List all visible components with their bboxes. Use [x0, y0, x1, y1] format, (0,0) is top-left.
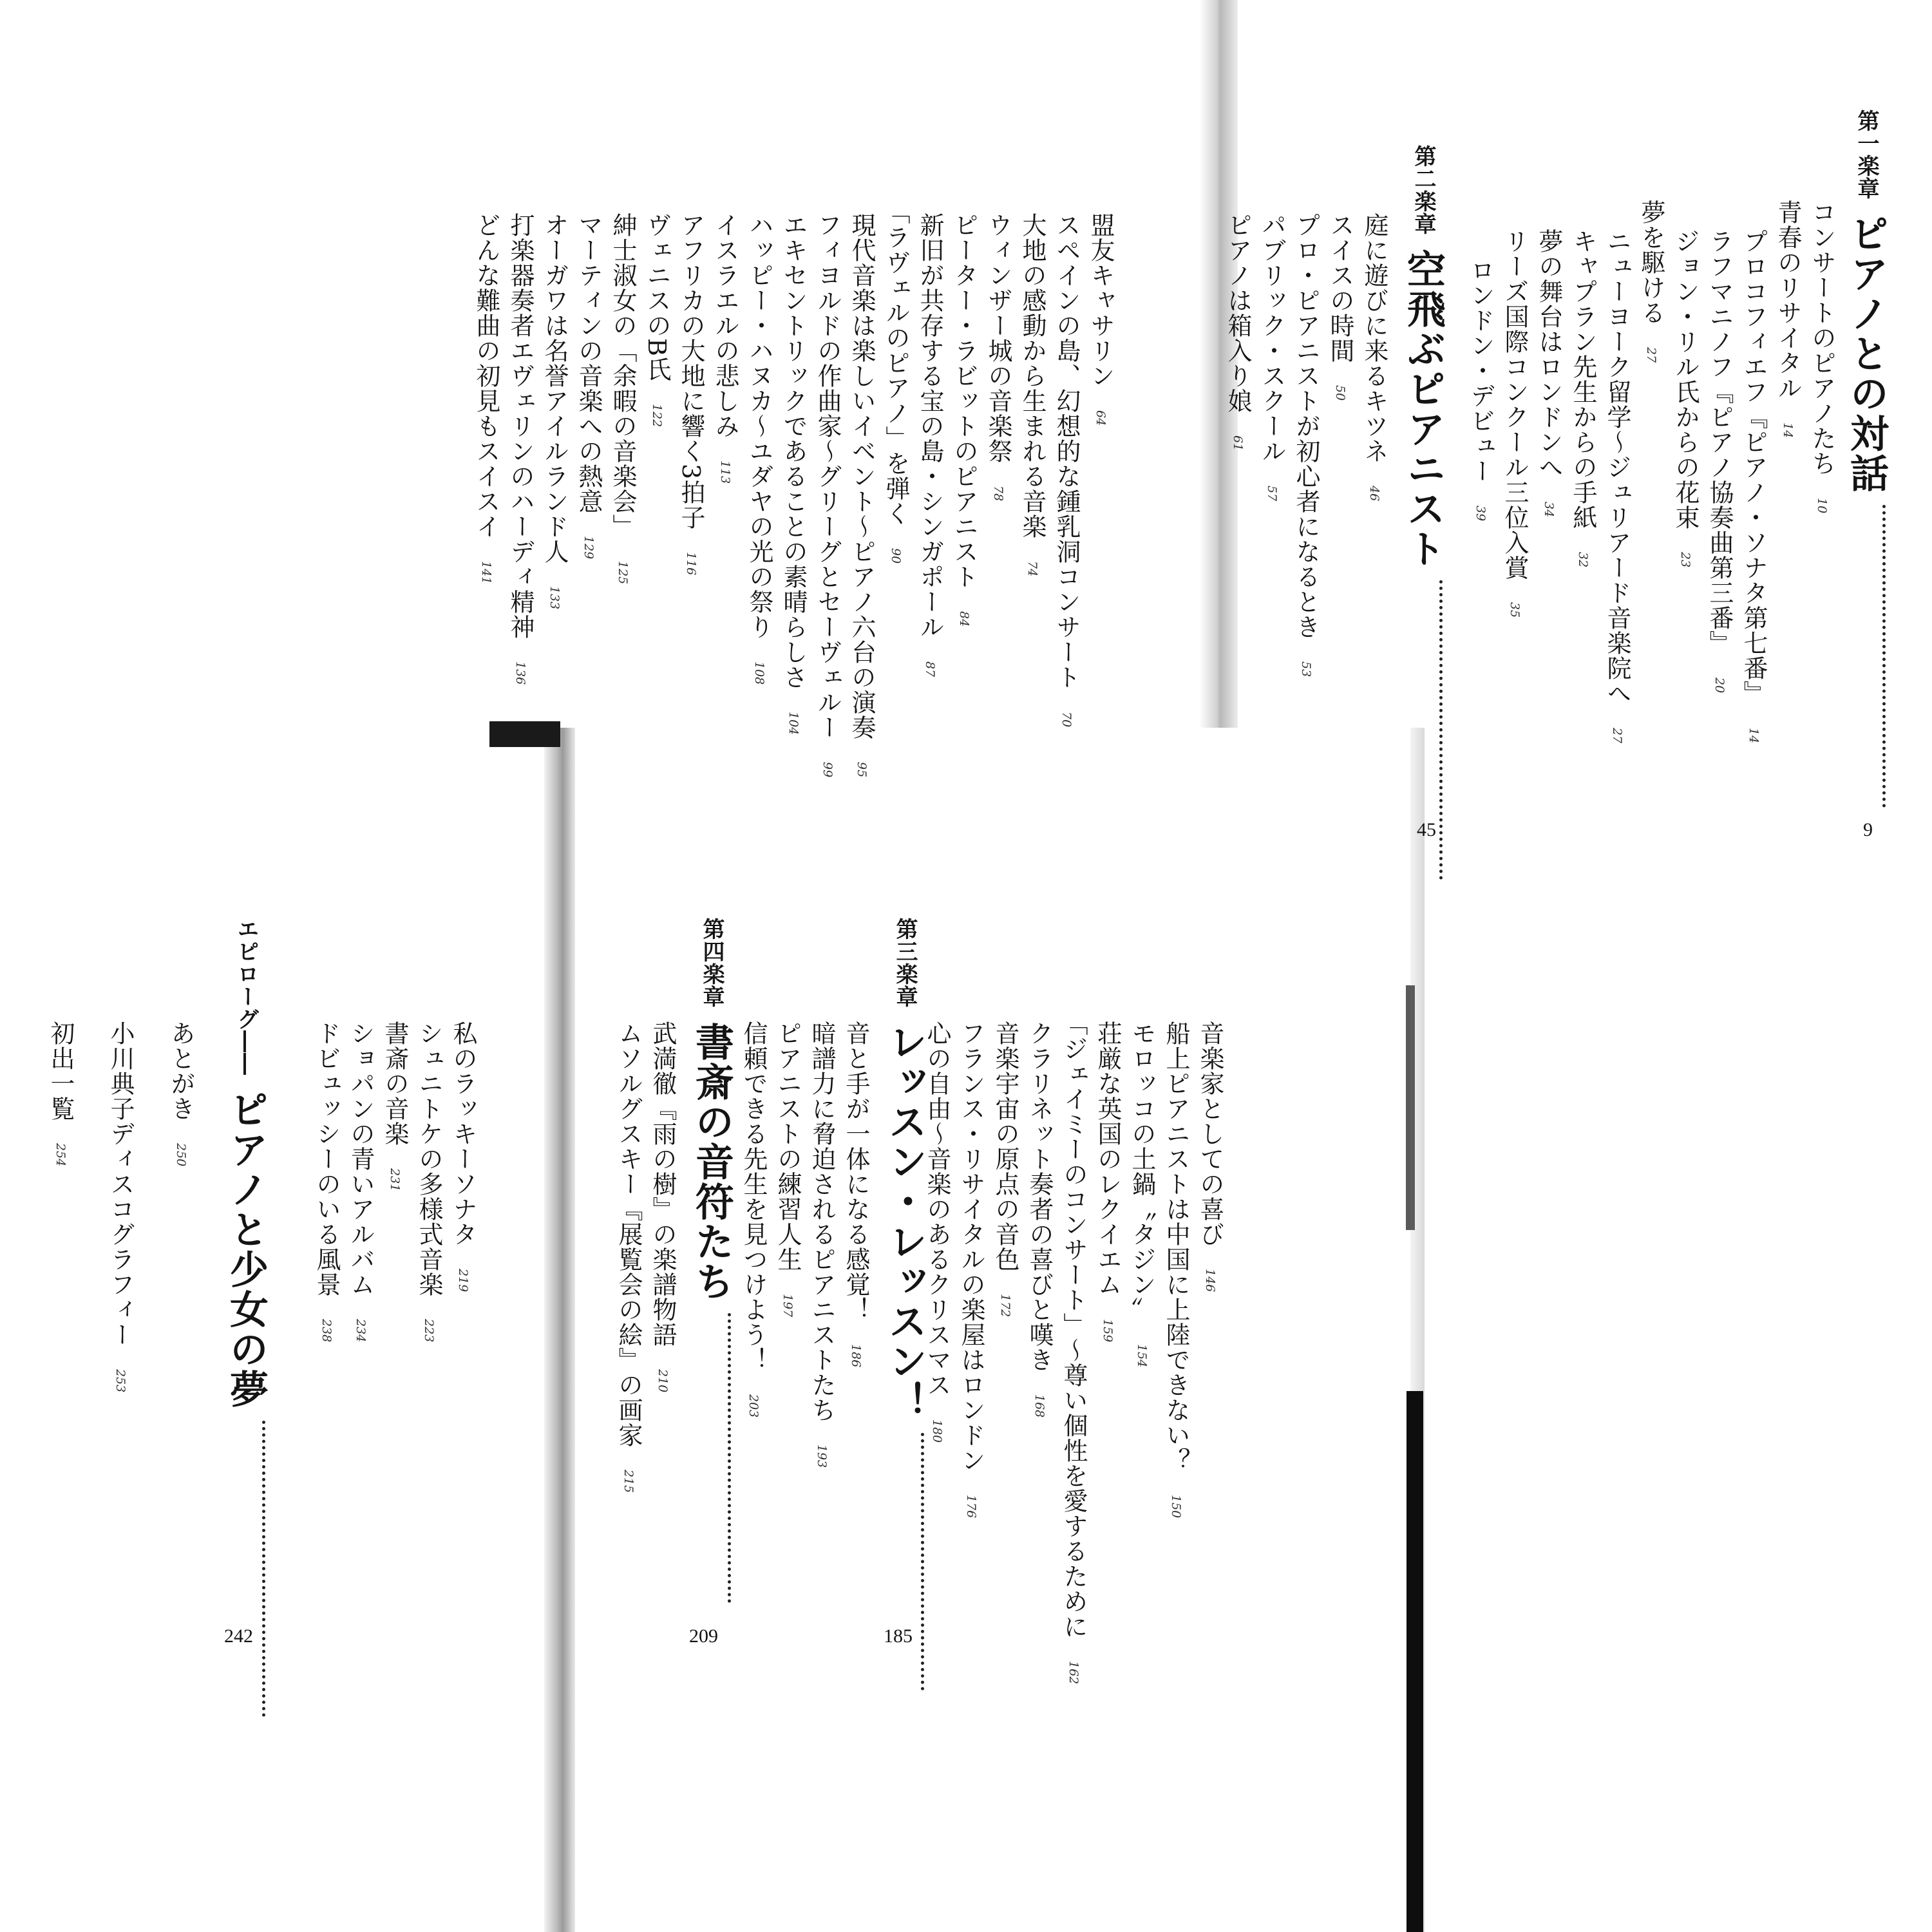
toc-entry[interactable]: ピーター・ラビットのピアニスト84: [950, 213, 978, 627]
spine-strip: [1406, 1391, 1423, 1932]
toc-entry[interactable]: 荘厳な英国のレクイエム159: [1094, 1021, 1122, 1343]
toc-entry[interactable]: ショパンの青いアルバム234: [346, 1021, 375, 1343]
toc-entry[interactable]: アフリカの大地に響く3拍子116: [677, 213, 705, 576]
chapter-label: 第二楽章: [1410, 145, 1436, 235]
toc-entry[interactable]: ドビュッシーのいる風景238: [312, 1021, 341, 1343]
chapter-3-heading: [882, 918, 927, 1690]
chapter-title: レッスン・レッスン！: [882, 1022, 927, 1421]
chapter-label: 第三楽章: [892, 918, 918, 1008]
chapter-4-heading: [689, 918, 734, 1603]
chapter-1-heading: [1844, 109, 1889, 808]
toc-entry[interactable]: プロ・ピアニストが初心者になるとき53: [1292, 213, 1320, 677]
bottom-gutter-shadow: [544, 728, 575, 1932]
chapter-label: エピローグ――: [233, 918, 259, 1075]
toc-entry[interactable]: どんな難曲の初見もスイスイ141: [472, 213, 500, 585]
toc-entry[interactable]: 書斎の音楽231: [381, 1021, 409, 1192]
toc-entry[interactable]: マーティンの音楽への熱意129: [574, 213, 603, 560]
leader-dots: [1882, 505, 1886, 808]
leader-dots: [921, 1433, 924, 1690]
chapter-2-heading: [1401, 145, 1446, 880]
toc-entry[interactable]: ヴェニスのB氏122: [643, 213, 671, 428]
toc-entry[interactable]: 現代音楽は楽しいイベント〜ピアノ六台の演奏95: [848, 213, 876, 778]
toc-entry[interactable]: 音楽宇宙の原点の音色172: [991, 1021, 1019, 1318]
toc-entry[interactable]: 「ジェイミーのコンサート」〜尊い個性を愛するために162: [1059, 1011, 1088, 1685]
toc-entry[interactable]: プロコフィエフ『ピアノ・ソナタ第七番』14: [1739, 229, 1768, 744]
chapter-2-page: 45: [1417, 819, 1436, 840]
epilogue-heading: [223, 918, 269, 1717]
leader-dots: [1439, 580, 1443, 880]
toc-entry[interactable]: 打楽器奏者エヴェリンのハーディ精神136: [506, 213, 535, 685]
toc-entry[interactable]: コンサートのピアノたち10: [1808, 200, 1836, 514]
chapter-title: ピアノとの対話: [1844, 214, 1889, 493]
toc-entry[interactable]: あとがき250: [167, 1021, 195, 1167]
toc-entry[interactable]: キャプラン先生からの手紙32: [1569, 229, 1597, 568]
chapter-title: 書斎の音符たち: [689, 1022, 734, 1302]
toc-entry[interactable]: 夢を駆ける27: [1637, 200, 1665, 363]
toc-entry[interactable]: モロッコの土鍋〝タジン〟154: [1128, 1021, 1156, 1368]
page-edge-shadow: [489, 721, 560, 747]
toc-entry[interactable]: ピアノは箱入り娘61: [1224, 213, 1252, 451]
toc-entry[interactable]: オーガワは名誉アイルランド人133: [540, 213, 569, 610]
chapter-label: 第一楽章: [1853, 109, 1879, 200]
leader-dots: [728, 1313, 731, 1603]
toc-entry[interactable]: 暗譜力に脅迫されるピアニストたち193: [808, 1021, 836, 1468]
epilogue-page: 242: [224, 1625, 253, 1647]
toc-entry[interactable]: 大地の感動から生まれる音楽74: [1018, 213, 1046, 577]
toc-entry[interactable]: ニューヨーク留学〜ジュリアード音楽院へ27: [1603, 229, 1631, 744]
chapter-title: 空飛ぶピアニスト: [1401, 249, 1446, 569]
toc-entry[interactable]: ウィンザー城の音楽祭78: [984, 213, 1012, 502]
toc-entry[interactable]: 紳士淑女の「余暇の音楽会」125: [609, 213, 637, 585]
toc-entry[interactable]: ラフマニノフ『ピアノ協奏曲第三番』20: [1705, 229, 1734, 694]
toc-entry[interactable]: 信頼できる先生を見つけよう！203: [739, 1021, 768, 1418]
toc-entry[interactable]: リーズ国際コンクール三位入賞35: [1501, 229, 1529, 618]
toc-entry[interactable]: 「ラヴェルのピアノ」を弾く90: [882, 200, 910, 564]
toc-entry[interactable]: スペインの島、幻想的な鍾乳洞コンサート70: [1052, 213, 1081, 728]
chapter-3-page: 185: [884, 1625, 913, 1647]
toc-entry[interactable]: 夢の舞台はロンドンへ34: [1535, 229, 1563, 518]
toc-entry[interactable]: フィヨルドの作曲家〜グリーグとセーヴェルー99: [813, 213, 842, 778]
toc-entry[interactable]: 盟友キャサリン64: [1086, 213, 1115, 426]
toc-entry[interactable]: 音と手が一体になる感覚！186: [842, 1021, 870, 1368]
toc-entry[interactable]: ピアニストの練習人生197: [773, 1021, 802, 1318]
toc-entry[interactable]: イスラエルの悲しみ113: [711, 213, 739, 484]
spine-mark: [1406, 985, 1415, 1230]
toc-entry[interactable]: 音楽家としての喜び146: [1196, 1021, 1224, 1293]
toc-entry[interactable]: 船上ピアニストは中国に上陸できない？150: [1162, 1021, 1190, 1519]
toc-entry[interactable]: 青春のリサイタル14: [1774, 200, 1802, 439]
chapter-1-page: 9: [1863, 819, 1873, 840]
toc-entry[interactable]: ジョン・リル氏からの花束23: [1671, 229, 1700, 568]
toc-entry[interactable]: シュニトケの多様式音楽223: [415, 1021, 443, 1343]
toc-entry[interactable]: 武満徹『雨の樹』の楽譜物語210: [649, 1021, 677, 1393]
toc-entry[interactable]: エキセントリックであることの素晴らしさ104: [779, 213, 808, 735]
toc-entry[interactable]: フランス・リサイタルの楽屋はロンドン176: [957, 1021, 985, 1519]
toc-entry[interactable]: 心の自由〜音楽のあるクリスマス180: [923, 1021, 951, 1443]
chapter-label: 第四楽章: [699, 918, 724, 1008]
chapter-4-page: 209: [689, 1625, 718, 1647]
chapter-title: ピアノと少女の夢: [223, 1090, 269, 1409]
toc-entry[interactable]: 庭に遊びに来るキツネ46: [1360, 213, 1388, 502]
toc-entry[interactable]: スイスの時間50: [1326, 213, 1354, 401]
toc-entry[interactable]: 小川典子ディスコグラフィー253: [106, 1021, 135, 1393]
toc-entry[interactable]: ロンドン・デビュー39: [1466, 258, 1495, 522]
toc-entry[interactable]: クラリネット奏者の喜びと嘆き168: [1025, 1021, 1054, 1418]
toc-entry[interactable]: 初出一覧254: [46, 1021, 75, 1167]
toc-entry[interactable]: 新旧が共存する宝の島・シンガポール87: [916, 213, 944, 677]
toc-entry[interactable]: ムソルグスキー『展覧会の絵』の画家215: [614, 1021, 643, 1493]
toc-entry[interactable]: パブリック・スクール57: [1258, 213, 1286, 502]
leader-dots: [262, 1421, 265, 1717]
toc-entry[interactable]: ハッピー・ハヌカ〜ユダヤの光の祭り108: [745, 213, 773, 685]
toc-entry[interactable]: 私のラッキーソナタ219: [449, 1021, 477, 1293]
